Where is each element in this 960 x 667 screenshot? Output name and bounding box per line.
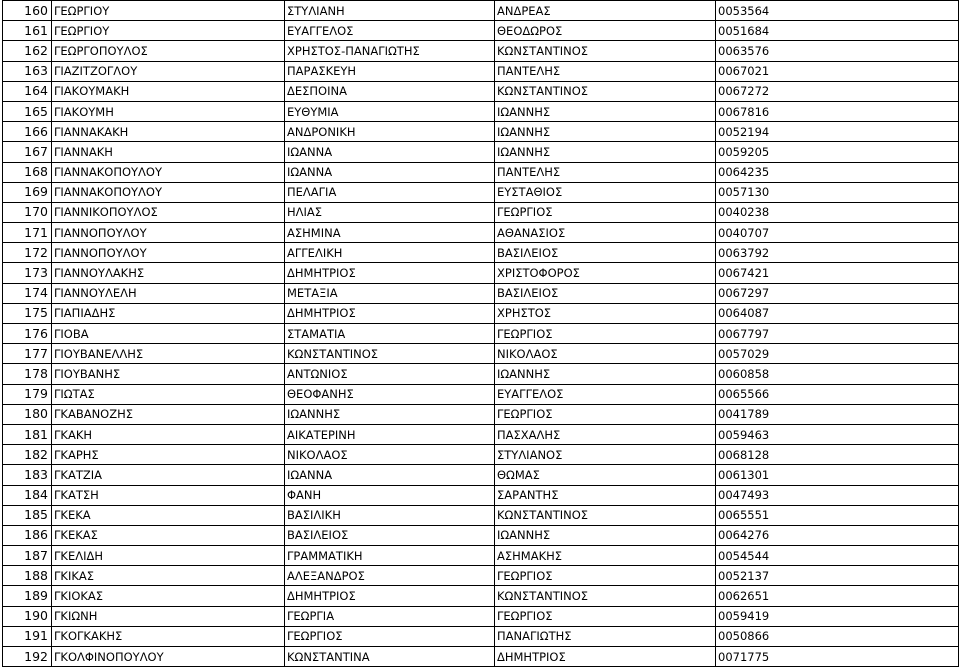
row-number: 177 [3, 344, 52, 364]
surname-cell: ΓΙΩΤΑΣ [52, 384, 285, 404]
father-name-cell: ΑΣΗΜΑΚΗΣ [495, 546, 716, 566]
table-row [3, 182, 959, 202]
father-name-cell: ΣΤΥΛΙΑΝΟΣ [495, 445, 716, 465]
father-name-cell: ΣΑΡΑΝΤΗΣ [495, 485, 716, 505]
first-name-cell: ΔΗΜΗΤΡΙΟΣ [285, 586, 495, 606]
registry-code-cell: 0062651 [716, 586, 959, 606]
surname-cell: ΓΙΑΝΝΟΠΟΥΛΟΥ [52, 223, 285, 243]
table-row [3, 223, 959, 243]
row-number: 184 [3, 485, 52, 505]
table-row [3, 445, 959, 465]
registry-code-cell: 0065566 [716, 384, 959, 404]
row-number: 187 [3, 546, 52, 566]
registry-code-cell: 0059463 [716, 424, 959, 444]
first-name-cell: ΙΩΑΝΝΗΣ [285, 404, 495, 424]
first-name-cell: ΔΗΜΗΤΡΙΟΣ [285, 303, 495, 323]
row-number: 172 [3, 243, 52, 263]
first-name-cell: ΑΙΚΑΤΕΡΙΝΗ [285, 424, 495, 444]
father-name-cell: ΒΑΣΙΛΕΙΟΣ [495, 283, 716, 303]
first-name-cell: ΚΩΝΣΤΑΝΤΙΝΟΣ [285, 344, 495, 364]
row-number: 168 [3, 162, 52, 182]
table-row [3, 81, 959, 101]
table-row [3, 485, 959, 505]
row-number: 161 [3, 21, 52, 41]
surname-cell: ΓΚΙΟΚΑΣ [52, 586, 285, 606]
father-name-cell: ΙΩΑΝΝΗΣ [495, 122, 716, 142]
surname-cell: ΓΕΩΡΓΙΟΥ [52, 1, 285, 21]
surname-cell: ΓΙΑΝΝΟΠΟΥΛΟΥ [52, 243, 285, 263]
row-number: 160 [3, 1, 52, 21]
father-name-cell: ΙΩΑΝΝΗΣ [495, 364, 716, 384]
row-number: 178 [3, 364, 52, 384]
table-row [3, 122, 959, 142]
registry-code-cell: 0064087 [716, 303, 959, 323]
row-number: 191 [3, 626, 52, 646]
first-name-cell: ΚΩΝΣΤΑΝΤΙΝΑ [285, 647, 495, 667]
registry-code-cell: 0052137 [716, 566, 959, 586]
surname-cell: ΓΙΟΒΑ [52, 324, 285, 344]
father-name-cell: ΧΡΗΣΤΟΣ [495, 303, 716, 323]
father-name-cell: ΔΗΜΗΤΡΙΟΣ [495, 647, 716, 667]
first-name-cell: ΕΥΑΓΓΕΛΟΣ [285, 21, 495, 41]
surname-cell: ΓΚΑΤΖΙΑ [52, 465, 285, 485]
father-name-cell: ΓΕΩΡΓΙΟΣ [495, 566, 716, 586]
table-row [3, 344, 959, 364]
registry-code-cell: 0053564 [716, 1, 959, 21]
father-name-cell: ΑΘΑΝΑΣΙΟΣ [495, 223, 716, 243]
first-name-cell: ΑΝΤΩΝΙΟΣ [285, 364, 495, 384]
table-row [3, 465, 959, 485]
registry-code-cell: 0063792 [716, 243, 959, 263]
first-name-cell: ΣΤΥΛΙΑΝΗ [285, 1, 495, 21]
surname-cell: ΓΚΑΒΑΝΟΖΗΣ [52, 404, 285, 424]
table-row [3, 546, 959, 566]
table-row [3, 303, 959, 323]
first-name-cell: ΒΑΣΙΛΕΙΟΣ [285, 525, 495, 545]
row-number: 163 [3, 61, 52, 81]
row-number: 192 [3, 647, 52, 667]
registry-code-cell: 0067021 [716, 61, 959, 81]
first-name-cell: ΠΕΛΑΓΙΑ [285, 182, 495, 202]
table-row [3, 525, 959, 545]
father-name-cell: ΠΑΝΤΕΛΗΣ [495, 61, 716, 81]
table-row [3, 364, 959, 384]
row-number: 165 [3, 101, 52, 121]
registry-code-cell: 0050866 [716, 626, 959, 646]
table-row [3, 41, 959, 61]
surname-cell: ΓΚΕΛΙΔΗ [52, 546, 285, 566]
row-number: 170 [3, 202, 52, 222]
row-number: 182 [3, 445, 52, 465]
row-number: 171 [3, 223, 52, 243]
father-name-cell: ΠΑΝΤΕΛΗΣ [495, 162, 716, 182]
row-number: 162 [3, 41, 52, 61]
father-name-cell: ΙΩΑΝΝΗΣ [495, 142, 716, 162]
row-number: 185 [3, 505, 52, 525]
row-number: 175 [3, 303, 52, 323]
registry-code-cell: 0065551 [716, 505, 959, 525]
registry-code-cell: 0057029 [716, 344, 959, 364]
registry-code-cell: 0060858 [716, 364, 959, 384]
first-name-cell: ΙΩΑΝΝΑ [285, 465, 495, 485]
father-name-cell: ΙΩΑΝΝΗΣ [495, 101, 716, 121]
registry-code-cell: 0071775 [716, 647, 959, 667]
registry-code-cell: 0054544 [716, 546, 959, 566]
surname-cell: ΓΙΑΖΙΤΖΟΓΛΟΥ [52, 61, 285, 81]
surname-cell: ΓΙΑΠΙΑΔΗΣ [52, 303, 285, 323]
first-name-cell: ΑΣΗΜΙΝΑ [285, 223, 495, 243]
father-name-cell: ΠΑΝΑΓΙΩΤΗΣ [495, 626, 716, 646]
table-row [3, 647, 959, 667]
first-name-cell: ΙΩΑΝΝΑ [285, 162, 495, 182]
row-number: 186 [3, 525, 52, 545]
row-number: 167 [3, 142, 52, 162]
row-number: 169 [3, 182, 52, 202]
first-name-cell: ΓΡΑΜΜΑΤΙΚΗ [285, 546, 495, 566]
surname-cell: ΓΕΩΡΓΟΠΟΥΛΟΣ [52, 41, 285, 61]
father-name-cell: ΚΩΝΣΤΑΝΤΙΝΟΣ [495, 41, 716, 61]
surname-cell: ΓΙΑΚΟΥΜΑΚΗ [52, 81, 285, 101]
registry-code-cell: 0068128 [716, 445, 959, 465]
father-name-cell: ΙΩΑΝΝΗΣ [495, 525, 716, 545]
row-number: 176 [3, 324, 52, 344]
table-row [3, 404, 959, 424]
first-name-cell: ΘΕΟΦΑΝΗΣ [285, 384, 495, 404]
registry-code-cell: 0063576 [716, 41, 959, 61]
first-name-cell: ΝΙΚΟΛΑΟΣ [285, 445, 495, 465]
surname-cell: ΓΙΑΝΝΟΥΛΑΚΗΣ [52, 263, 285, 283]
surname-cell: ΓΙΑΝΝΑΚΟΠΟΥΛΟΥ [52, 162, 285, 182]
row-number: 164 [3, 81, 52, 101]
row-number: 181 [3, 424, 52, 444]
registry-code-cell: 0047493 [716, 485, 959, 505]
surname-cell: ΓΚΙΚΑΣ [52, 566, 285, 586]
surname-cell: ΓΙΑΝΝΙΚΟΠΟΥΛΟΣ [52, 202, 285, 222]
registry-code-cell: 0067816 [716, 101, 959, 121]
father-name-cell: ΘΕΟΔΩΡΟΣ [495, 21, 716, 41]
surname-cell: ΓΙΑΝΝΑΚΟΠΟΥΛΟΥ [52, 182, 285, 202]
first-name-cell: ΓΕΩΡΓΙΟΣ [285, 626, 495, 646]
father-name-cell: ΒΑΣΙΛΕΙΟΣ [495, 243, 716, 263]
father-name-cell: ΚΩΝΣΤΑΝΤΙΝΟΣ [495, 586, 716, 606]
registry-code-cell: 0040238 [716, 202, 959, 222]
registry-code-cell: 0040707 [716, 223, 959, 243]
father-name-cell: ΝΙΚΟΛΑΟΣ [495, 344, 716, 364]
father-name-cell: ΓΕΩΡΓΙΟΣ [495, 404, 716, 424]
surname-cell: ΓΙΟΥΒΑΝΗΣ [52, 364, 285, 384]
surname-cell: ΓΚΑΤΣΗ [52, 485, 285, 505]
registry-code-cell: 0064276 [716, 525, 959, 545]
table-row [3, 606, 959, 626]
registry-code-cell: 0057130 [716, 182, 959, 202]
first-name-cell: ΣΤΑΜΑΤΙΑ [285, 324, 495, 344]
row-number: 183 [3, 465, 52, 485]
surname-cell: ΓΙΑΝΝΟΥΛΕΛΗ [52, 283, 285, 303]
father-name-cell: ΚΩΝΣΤΑΝΤΙΝΟΣ [495, 81, 716, 101]
surname-cell: ΓΙΟΥΒΑΝΕΛΛΗΣ [52, 344, 285, 364]
surname-cell: ΓΚΑΚΗ [52, 424, 285, 444]
first-name-cell: ΜΕΤΑΞΙΑ [285, 283, 495, 303]
row-number: 174 [3, 283, 52, 303]
registry-code-cell: 0061301 [716, 465, 959, 485]
surname-cell: ΓΚΟΓΚΑΚΗΣ [52, 626, 285, 646]
father-name-cell: ΓΕΩΡΓΙΟΣ [495, 606, 716, 626]
surname-cell: ΓΚΑΡΗΣ [52, 445, 285, 465]
row-number: 166 [3, 122, 52, 142]
first-name-cell: ΦΑΝΗ [285, 485, 495, 505]
surname-cell: ΓΕΩΡΓΙΟΥ [52, 21, 285, 41]
row-number: 173 [3, 263, 52, 283]
registry-code-cell: 0064235 [716, 162, 959, 182]
first-name-cell: ΓΕΩΡΓΙΑ [285, 606, 495, 626]
first-name-cell: ΧΡΗΣΤΟΣ-ΠΑΝΑΓΙΩΤΗΣ [285, 41, 495, 61]
first-name-cell: ΔΕΣΠΟΙΝΑ [285, 81, 495, 101]
row-number: 189 [3, 586, 52, 606]
row-number: 190 [3, 606, 52, 626]
table-row [3, 566, 959, 586]
row-number: 180 [3, 404, 52, 424]
registry-code-cell: 0059419 [716, 606, 959, 626]
table-row [3, 505, 959, 525]
surname-cell: ΓΚΕΚΑΣ [52, 525, 285, 545]
father-name-cell: ΘΩΜΑΣ [495, 465, 716, 485]
first-name-cell: ΙΩΑΝΝΑ [285, 142, 495, 162]
table-row [3, 101, 959, 121]
registry-code-cell: 0067421 [716, 263, 959, 283]
first-name-cell: ΠΑΡΑΣΚΕΥΗ [285, 61, 495, 81]
surname-cell: ΓΙΑΚΟΥΜΗ [52, 101, 285, 121]
table-row [3, 384, 959, 404]
table-row [3, 626, 959, 646]
table-row [3, 586, 959, 606]
registry-code-cell: 0067272 [716, 81, 959, 101]
table-row [3, 263, 959, 283]
surname-cell: ΓΙΑΝΝΑΚΗ [52, 142, 285, 162]
table-row [3, 283, 959, 303]
father-name-cell: ΧΡΙΣΤΟΦΟΡΟΣ [495, 263, 716, 283]
father-name-cell: ΠΑΣΧΑΛΗΣ [495, 424, 716, 444]
surname-cell: ΓΙΑΝΝΑΚΑΚΗ [52, 122, 285, 142]
registry-code-cell: 0059205 [716, 142, 959, 162]
surname-cell: ΓΚΙΩΝΗ [52, 606, 285, 626]
registry-code-cell: 0052194 [716, 122, 959, 142]
registry-code-cell: 0067797 [716, 324, 959, 344]
table-row [3, 424, 959, 444]
row-number: 179 [3, 384, 52, 404]
surname-cell: ΓΚΕΚΑ [52, 505, 285, 525]
roster-body [3, 1, 959, 667]
table-row [3, 324, 959, 344]
father-name-cell: ΕΥΑΓΓΕΛΟΣ [495, 384, 716, 404]
registry-code-cell: 0041789 [716, 404, 959, 424]
first-name-cell: ΕΥΘΥΜΙΑ [285, 101, 495, 121]
first-name-cell: ΑΓΓΕΛΙΚΗ [285, 243, 495, 263]
table-row [3, 142, 959, 162]
row-number: 188 [3, 566, 52, 586]
first-name-cell: ΑΛΕΞΑΝΔΡΟΣ [285, 566, 495, 586]
surname-cell: ΓΚΟΛΦΙΝΟΠΟΥΛΟΥ [52, 647, 285, 667]
registry-code-cell: 0067297 [716, 283, 959, 303]
table-row [3, 243, 959, 263]
first-name-cell: ΑΝΔΡΟΝΙΚΗ [285, 122, 495, 142]
first-name-cell: ΗΛΙΑΣ [285, 202, 495, 222]
father-name-cell: ΚΩΝΣΤΑΝΤΙΝΟΣ [495, 505, 716, 525]
father-name-cell: ΕΥΣΤΑΘΙΟΣ [495, 182, 716, 202]
father-name-cell: ΓΕΩΡΓΙΟΣ [495, 202, 716, 222]
registry-code-cell: 0051684 [716, 21, 959, 41]
first-name-cell: ΒΑΣΙΛΙΚΗ [285, 505, 495, 525]
table-row [3, 21, 959, 41]
first-name-cell: ΔΗΜΗΤΡΙΟΣ [285, 263, 495, 283]
table-row [3, 162, 959, 182]
table-row [3, 202, 959, 222]
table-row [3, 61, 959, 81]
father-name-cell: ΑΝΔΡΕΑΣ [495, 1, 716, 21]
father-name-cell: ΓΕΩΡΓΙΟΣ [495, 324, 716, 344]
roster-table [2, 0, 959, 667]
table-row [3, 1, 959, 21]
